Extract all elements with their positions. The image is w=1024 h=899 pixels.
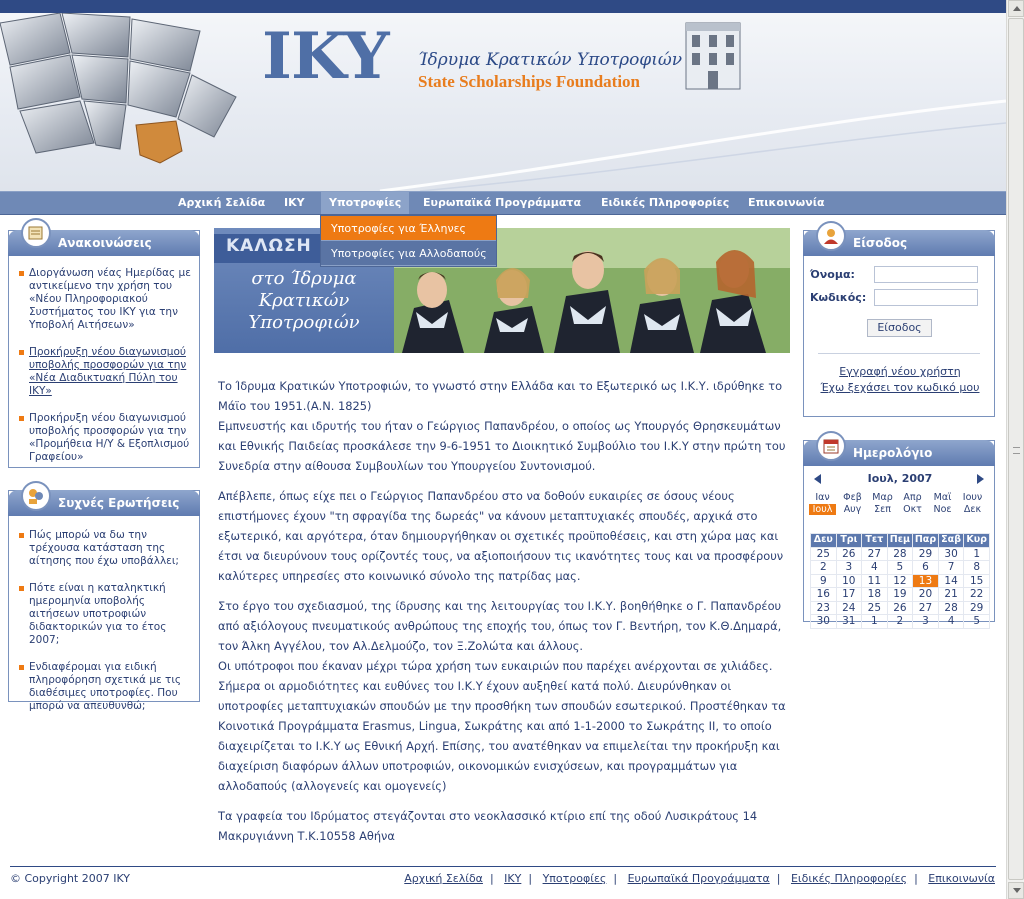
- paragraph: Τα γραφεία του Ιδρύματος στεγάζονται στο νεοκλασσικό κτίριο επί της οδού Λυσικράτους 14 Μακρυγιάννη Τ.Κ.10558 Αθήνα: [218, 809, 758, 843]
- calendar-title: Ημερολόγιο: [803, 440, 995, 466]
- calendar-day[interactable]: 25: [862, 601, 888, 615]
- scroll-up-button[interactable]: [1008, 0, 1024, 17]
- footer-link-scholarships[interactable]: Υποτροφίες: [542, 872, 607, 885]
- banner-line-3: Υποτροφιών: [248, 312, 360, 333]
- footer-separator: |: [528, 872, 533, 885]
- calendar-day[interactable]: 1: [862, 615, 888, 629]
- weekday-label: Σαβ: [938, 534, 964, 548]
- paragraph: Απέβλεπε, όπως είχε πει ο Γεώργιος Παπανδρέου στο να δοθούν ευκαιρίες σε όσους νέους επιστήμονες έχουν "τη σφραγίδα της δωρεάς" να κάνουν μεταπτυχιακές σπουδές, αρχικά στο εξωτερικό, και αργότερα, όταν δημιουργήθηκαν οι σχετικές προϋποθέσεις, και στη χώρα μας και έτσι να διευρύνουν τους ορίζοντές τους, να αξιοποιήσουν τις ικανότητες τους και να προσφέρουν καλύτερες υπηρεσίες στο κοινωνικό σύνολο της πατρίδας μας.: [218, 489, 784, 583]
- calendar-weeks: [811, 547, 990, 628]
- announcement-icon: [21, 218, 51, 248]
- password-input[interactable]: [874, 289, 978, 306]
- dropdown-item-foreigners[interactable]: Υποτροφίες για Αλλοδαπούς: [321, 241, 496, 266]
- footer-separator: |: [914, 872, 918, 885]
- month-sep[interactable]: Σεπ: [874, 504, 891, 515]
- welcome-banner: [214, 228, 790, 353]
- calendar-day[interactable]: 4: [862, 561, 888, 575]
- calendar-day[interactable]: 30: [811, 615, 837, 629]
- faq-title: Συχνές Ερωτήσεις: [8, 490, 200, 516]
- weekday-label: Κυρ: [964, 534, 990, 548]
- calendar-week-row: [811, 588, 990, 602]
- calendar-day[interactable]: 15: [964, 574, 990, 588]
- main-content: [218, 376, 794, 856]
- header: [0, 13, 1006, 191]
- calendar-day[interactable]: 27: [913, 601, 939, 615]
- announcement-item[interactable]: Προκήρυξη νέου διαγωνισμού υποβολής προσφορών για την «Νέα Διαδικτυακή Πύλη του ΙΚΥ»: [19, 346, 195, 398]
- announcement-item[interactable]: Διοργάνωση νέας Ημερίδας με αντικείμενο την χρήση του «Νέου Πληροφοριακού Συστήματος του ΙΚΥ για την Υποβολή Αιτήσεων»: [19, 267, 195, 332]
- login-title: Είσοδος: [803, 230, 995, 256]
- month-jan[interactable]: Ιαν: [815, 492, 830, 503]
- month-mar[interactable]: Μαρ: [872, 492, 893, 503]
- paragraph: [218, 596, 794, 796]
- calendar-day[interactable]: 24: [836, 601, 862, 615]
- month-oct[interactable]: Οκτ: [903, 504, 922, 515]
- calendar-day[interactable]: 29: [913, 547, 939, 561]
- month-dec[interactable]: Δεκ: [963, 504, 982, 515]
- footer-divider: [10, 866, 996, 867]
- calendar-day[interactable]: 26: [887, 601, 913, 615]
- month-apr[interactable]: Απρ: [903, 492, 922, 503]
- calendar-day[interactable]: 17: [836, 588, 862, 602]
- login-box: [803, 230, 995, 417]
- nav-home[interactable]: Αρχική Σελίδα: [178, 196, 266, 209]
- month-aug[interactable]: Αυγ: [843, 504, 862, 515]
- calendar-week-row: [811, 547, 990, 561]
- calendar-day[interactable]: 16: [811, 588, 837, 602]
- paragraph: [218, 376, 794, 476]
- scholarships-dropdown: [320, 215, 497, 267]
- calendar-day[interactable]: 10: [836, 574, 862, 588]
- calendar-day[interactable]: 7: [938, 561, 964, 575]
- month-nov[interactable]: Νοε: [933, 504, 952, 515]
- footer-link-contact[interactable]: Επικοινωνία: [928, 872, 995, 885]
- code-label: Κωδικός:: [810, 291, 867, 304]
- copyright-text: © Copyright 2007 IKY: [10, 872, 131, 885]
- calendar-week-row: [811, 601, 990, 615]
- banner-line-1: στο Ίδρυμα: [251, 268, 357, 289]
- activities-text: Οι υπότροφοι που έκαναν μέχρι τώρα χρήση των ευκαιριών που παρέχει ανέρχονται σε χιλιάδες. Σήμερα οι αρμοδιότητες και ευθύνες του Ι.Κ.Υ έχουν αυξηθεί κατά πολύ. Διευρύνθηκαν οι υποτροφίες μεταπτυχιακών σπουδών με την προσθήκη των σπουδών εσωτερικού. Προστέθηκαν τα Κοινοτικά Προγράμματα Erasmus, Lingua, Σωκράτης και από 1-1-2000 το Σωκράτης ΙΙ, το οποίο διαχειρίζεται το Ι.Κ.Υ ως Εθνική Αρχή. Επίσης, του ανατέθηκαν να επιμελείται την προκήρυξη και διαχείριση διαφόρων άλλων υποτροφιών, οικονομικών ενισχύσεων, και προγραμμάτων για αλλοδαπούς (αλλογενείς και ομογενείς): [218, 659, 786, 793]
- banner-line-2: Κρατικών: [258, 290, 350, 311]
- calendar-day[interactable]: 30: [938, 547, 964, 561]
- logo-iky-text: IKY: [262, 19, 389, 94]
- calendar-day[interactable]: 31: [836, 615, 862, 629]
- calendar-day[interactable]: 14: [938, 574, 964, 588]
- footer-link-iky[interactable]: ΙΚΥ: [504, 872, 522, 885]
- calendar-month-label: Ιουλ, 2007: [867, 472, 933, 485]
- footer-separator: |: [613, 872, 618, 885]
- divider: [818, 353, 980, 354]
- banner-welcome-text: ΚΑΛΩΣΗ: [226, 236, 312, 256]
- calendar-day[interactable]: 13: [913, 574, 939, 588]
- register-link[interactable]: Εγγραφή νέου χρήστη: [839, 365, 961, 378]
- weekday-label: Δευ: [811, 534, 837, 548]
- puzzle-logo-icon: [0, 13, 240, 173]
- month-may[interactable]: Μαϊ: [933, 492, 952, 503]
- calendar-day[interactable]: 21: [938, 588, 964, 602]
- top-bar: [0, 0, 1006, 13]
- nav-iky[interactable]: ΙΚΥ: [284, 196, 305, 209]
- calendar-day[interactable]: 27: [862, 547, 888, 561]
- faq-icon: [21, 481, 51, 511]
- calendar-day[interactable]: 20: [913, 588, 939, 602]
- calendar-day[interactable]: 2: [887, 615, 913, 629]
- footer-links: [404, 872, 995, 885]
- calendar-day[interactable]: 28: [938, 601, 964, 615]
- nav-contact[interactable]: Επικοινωνία: [748, 196, 825, 209]
- weekday-header-row: [811, 534, 990, 548]
- forgot-password-link[interactable]: Έχω ξεχάσει τον κωδικό μου: [820, 381, 980, 394]
- nav-european-programs[interactable]: Ευρωπαϊκά Προγράμματα: [423, 196, 582, 209]
- user-icon: [816, 221, 846, 251]
- name-label: Όνομα:: [810, 268, 855, 281]
- next-month-arrow-icon[interactable]: [977, 474, 984, 484]
- announcement-item[interactable]: Προκήρυξη νέου διαγωνισμού υποβολής προσφορών για την «Προμήθεια Η/Υ & Εξοπλισμού Γραφείου»: [19, 412, 195, 464]
- footer-link-home[interactable]: Αρχική Σελίδα: [404, 872, 483, 885]
- arrow-up-icon: [1013, 6, 1021, 11]
- calendar-icon: [816, 431, 846, 461]
- calendar-day[interactable]: 19: [887, 588, 913, 602]
- dropdown-item-greeks[interactable]: Υποτροφίες για Έλληνες: [321, 216, 496, 241]
- building-icon: [684, 19, 742, 91]
- calendar-day[interactable]: 8: [964, 561, 990, 575]
- vertical-scrollbar[interactable]: [1006, 0, 1024, 899]
- history-text: Στο έργο του σχεδιασμού, της ίδρυσης και της λειτουργίας του Ι.Κ.Υ. βοηθήθηκε ο Γ. Παπανδρέου από αξιόλογους πνευματικούς ανθρώπους της εποχής του, όπως τον Γ. Βεντήρη, τον Κ.Θ.Δημαρά, τον Άλκη Αγγέλου, τον Αλ.Δελμούζο, τον Ξ.Ζολώτα και άλλους.: [218, 599, 782, 653]
- calendar-day[interactable]: 1: [964, 547, 990, 561]
- calendar-day[interactable]: 12: [887, 574, 913, 588]
- announcements-list: [19, 267, 195, 478]
- calendar-week-row: [811, 574, 990, 588]
- intro-text: Το Ίδρυμα Κρατικών Υποτροφιών, το γνωστό στην Ελλάδα και το Εξωτερικό ως Ι.Κ.Υ. ιδρύθηκε το Μάϊο του 1951.(Α.Ν. 1825): [218, 379, 783, 413]
- scrollbar-thumb[interactable]: [1008, 18, 1024, 880]
- calendar-day[interactable]: 5: [964, 615, 990, 629]
- weekday-label: Τρι: [836, 534, 862, 548]
- calendar-week-row: [811, 561, 990, 575]
- calendar-day[interactable]: 3: [913, 615, 939, 629]
- founder-text: Εμπνευστής και ιδρυτής του ήταν ο Γεώργιος Παπανδρέου, ο οποίος ως Υπουργός Θρησκευμάτων και Εθνικής Παιδείας προσκάλεσε την 9-6-1951 το Διοικητικό Συμβούλιο του Ι.Κ.Υ στην πρώτη του Συνεδρία στην αίθουσα Συμβουλίων του Υπουργείου Συντονισμού.: [218, 419, 786, 473]
- calendar-day[interactable]: 3: [836, 561, 862, 575]
- calendar-day[interactable]: 23: [811, 601, 837, 615]
- calendar-day[interactable]: 29: [964, 601, 990, 615]
- calendar-day[interactable]: 26: [836, 547, 862, 561]
- month-feb[interactable]: Φεβ: [843, 492, 862, 503]
- faq-box: [8, 490, 200, 712]
- calendar-day[interactable]: 6: [913, 561, 939, 575]
- logo-greek-text: Ίδρυμα Κρατικών Υποτροφιών: [418, 50, 683, 70]
- footer-link-special-info[interactable]: Ειδικές Πληροφορίες: [790, 872, 908, 885]
- scroll-down-button[interactable]: [1008, 882, 1024, 899]
- calendar-day[interactable]: 22: [964, 588, 990, 602]
- footer-separator: |: [776, 872, 781, 885]
- main-nav: [0, 191, 1006, 215]
- month-jun[interactable]: Ιουν: [962, 492, 983, 503]
- faq-list: [19, 529, 195, 727]
- announcements-title: Ανακοινώσεις: [8, 230, 200, 256]
- login-button[interactable]: Είσοδος: [867, 319, 932, 337]
- banner-subtitle: [214, 268, 394, 334]
- footer-link-european-programs[interactable]: Ευρωπαϊκά Προγράμματα: [627, 872, 770, 885]
- calendar-day[interactable]: 9: [811, 574, 837, 588]
- footer-separator: |: [489, 872, 494, 885]
- faq-item[interactable]: Ενδιαφέρομαι για ειδική πληροφόρηση σχετικά με τις διαθέσιμες υποτροφίες. Που μπορώ να απευθυνθώ;: [19, 661, 195, 713]
- calendar-grid: [810, 533, 990, 629]
- arrow-down-icon: [1013, 888, 1021, 893]
- nav-special-info[interactable]: Ειδικές Πληροφορίες: [601, 196, 730, 209]
- month-jul[interactable]: Ιουλ: [809, 504, 836, 515]
- announcements-box: [8, 230, 200, 468]
- faq-item[interactable]: Πότε είναι η καταληκτική ημερομηνία υποβολής αιτήσεων υποτροφιών διδακτορικών για το έτος 2007;: [19, 582, 195, 647]
- calendar-day[interactable]: 2: [811, 561, 837, 575]
- weekday-label: Πεμ: [887, 534, 913, 548]
- logo-english-text: State Scholarships Foundation: [418, 72, 640, 91]
- calendar-week-row: [811, 615, 990, 629]
- calendar-day[interactable]: 28: [887, 547, 913, 561]
- calendar-day[interactable]: 18: [862, 588, 888, 602]
- calendar-day[interactable]: 11: [862, 574, 888, 588]
- weekday-label: Τετ: [862, 534, 888, 548]
- calendar-day[interactable]: 4: [938, 615, 964, 629]
- calendar-box: [803, 440, 995, 628]
- nav-scholarships[interactable]: Υποτροφίες: [321, 192, 409, 214]
- weekday-label: Παρ: [913, 534, 939, 548]
- grip-icon: [1013, 447, 1020, 454]
- calendar-day[interactable]: 25: [811, 547, 837, 561]
- calendar-day[interactable]: 5: [887, 561, 913, 575]
- faq-item[interactable]: Πώς μπορώ να δω την τρέχουσα κατάσταση της αίτησης που έχω υποβάλλει;: [19, 529, 195, 568]
- name-input[interactable]: [874, 266, 978, 283]
